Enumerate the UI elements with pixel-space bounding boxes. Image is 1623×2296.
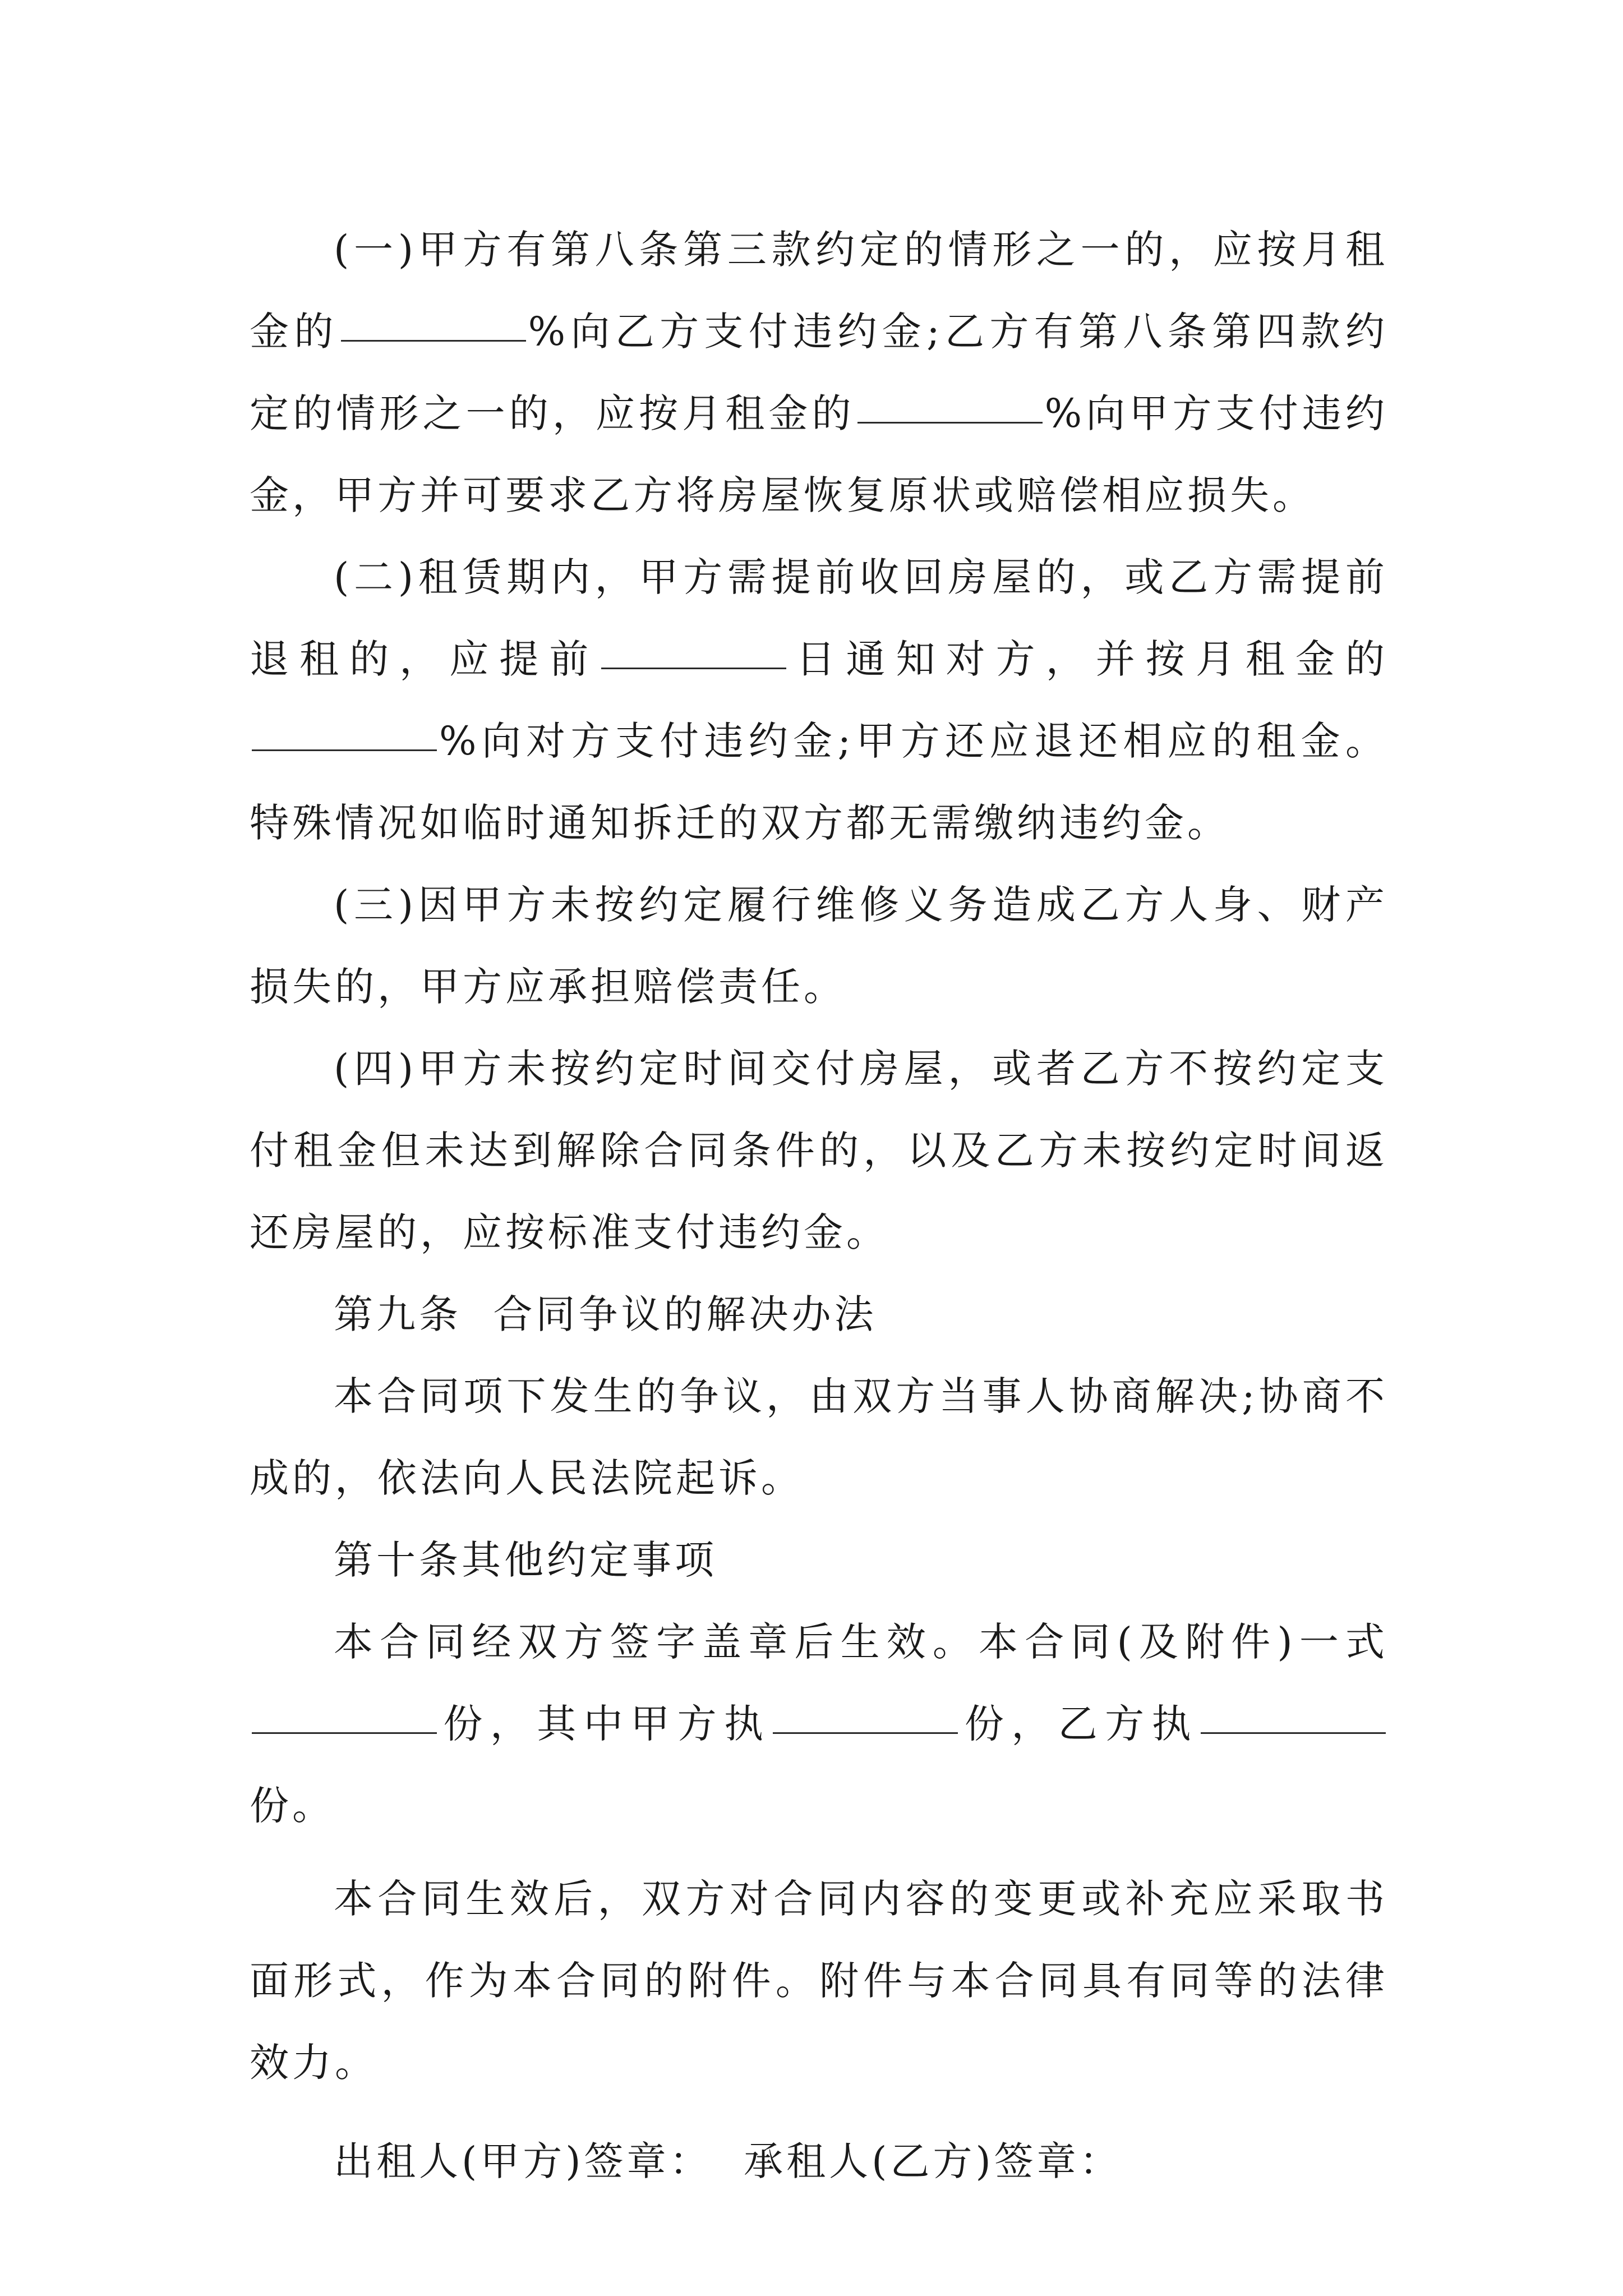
clause-1-text-c: %向甲方支付违约金，甲方并可要求乙方将房屋恢复原状或赔偿相应损失。 [250,390,1388,518]
clause-2-text-a: (二)租赁期内，甲方需提前收回房屋的，或乙方需提前退租的，应提前 [250,554,1388,682]
article-10-copies [250,1601,1388,1847]
clause-1 [250,209,1388,536]
article-10-title: 第十条其他约定事项 [334,1537,717,1583]
copies-text-b: 份，其中甲方执 [439,1701,771,1747]
blank-field [857,421,1043,424]
article-9-title: 第九条 合同争议的解决办法 [334,1291,877,1337]
lessor-signature-label: 出租人(甲方)签章： [334,2138,712,2184]
blank-field [341,339,526,342]
blank-field [1201,1732,1386,1734]
blank-field [252,749,437,751]
clause-3: (三)因甲方未按约定履行维修义务造成乙方人身、财产损失的，甲方应承担赔偿责任。 [250,882,1388,1010]
article-9-body: 本合同项下发生的争议，由双方当事人协商解决;协商不成的，依法向人民法院起诉。 [250,1373,1388,1501]
clause-2-text-c: %向对方支付违约金;甲方还应退还相应的租金。特殊情况如临时通知拆迁的双方都无需缴纳违约金。 [250,718,1388,846]
clause-4: (四)甲方未按约定时间交付房屋，或者乙方不按约定支付租金但未达到解除合同条件的，以及乙方未按约定时间返还房屋的，应按标准支付违约金。 [250,1046,1388,1255]
blank-field [252,1732,437,1734]
copies-text-a: 本合同经双方签字盖章后生效。本合同(及附件)一式 [334,1619,1388,1665]
clause-2 [250,536,1388,864]
clause-2-text-b: 日通知对方，并按月租金的 [789,636,1389,682]
article-10-amendment: 本合同生效后，双方对合同内容的变更或补充应采取书面形式，作为本合同的附件。附件与本合同具有同等的法律效力。 [250,1876,1388,2086]
signature-line [250,2120,1388,2202]
clause-1-text-a: (一)甲方有第八条第三款约定的情形之一的，应按月租金的 [250,227,1388,355]
copies-text-c: 份，乙方执 [960,1701,1199,1747]
blank-field [601,667,786,669]
blank-field [773,1732,958,1734]
copies-text-d: 份。 [250,1783,335,1829]
clause-1-text-b: %向乙方支付违约金;乙方有第八条第四款约定的情形之一的，应按月租金的 [250,309,1388,436]
lessee-signature-label: 承租人(乙方)签章： [744,2138,1122,2184]
contract-body [250,209,1388,2202]
